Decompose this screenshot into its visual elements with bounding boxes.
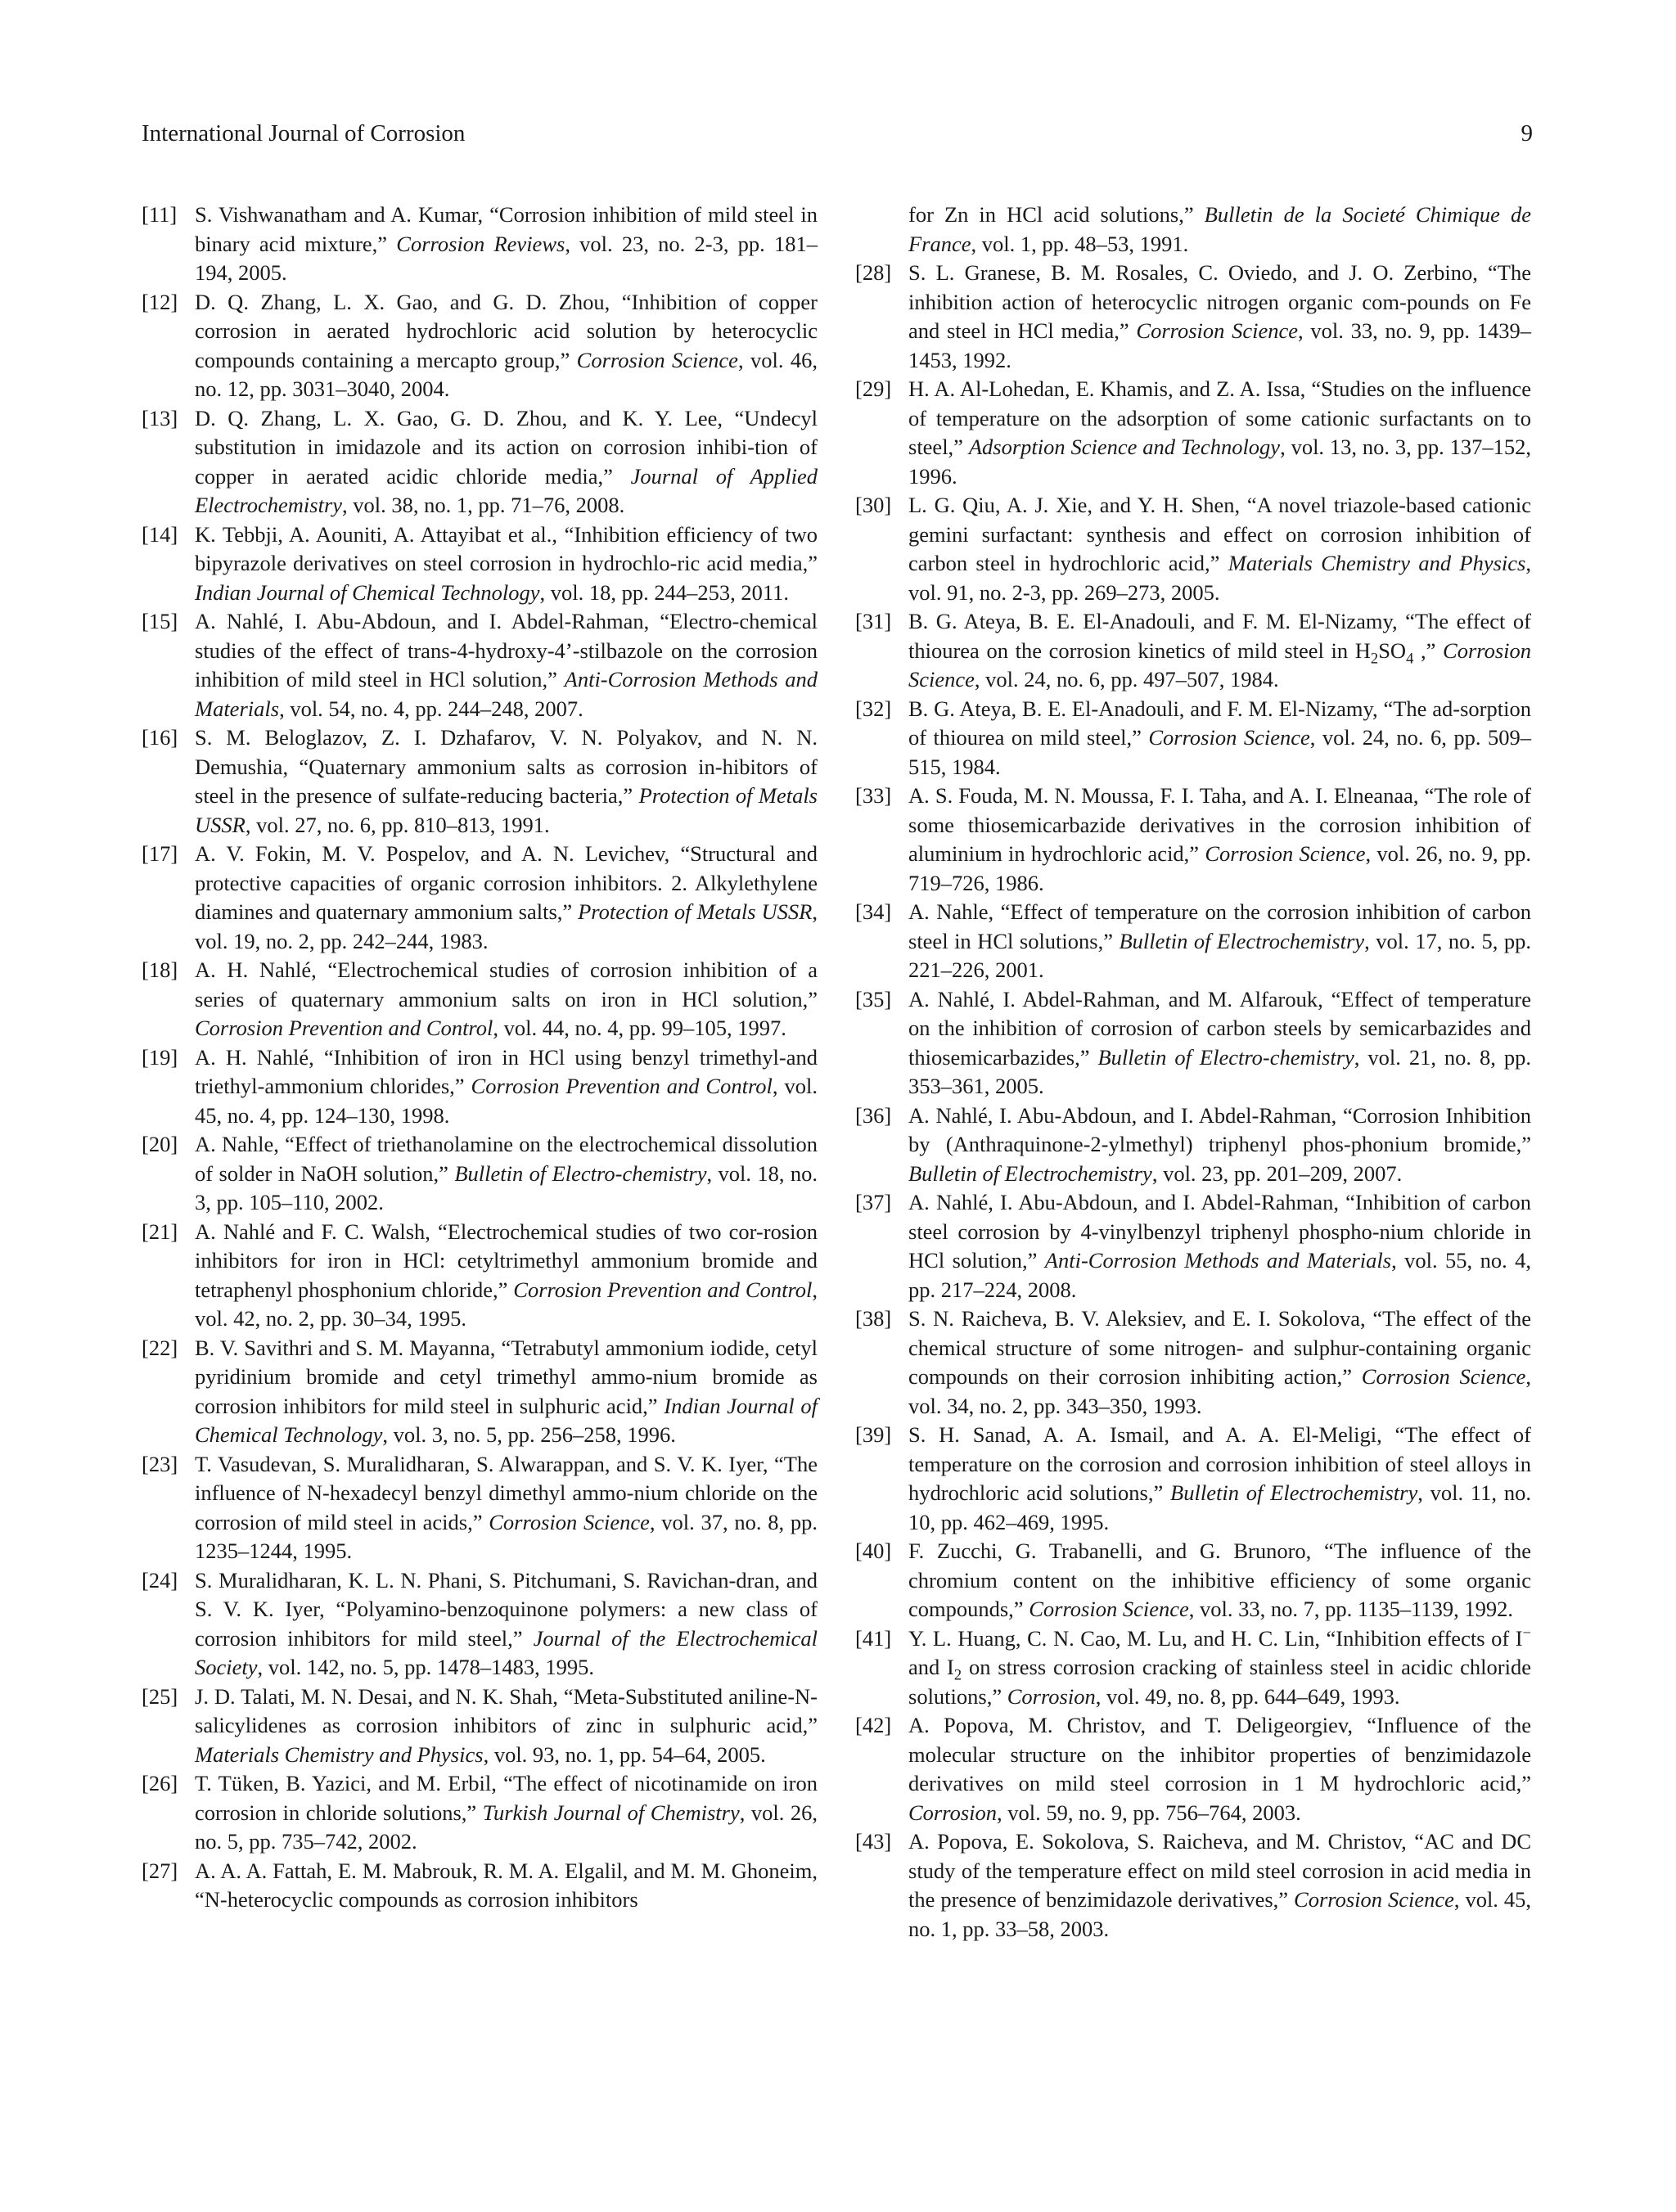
- reference-number: [20]: [142, 1132, 178, 1156]
- reference-entry: [855, 1188, 1531, 1304]
- reference-entry: [142, 404, 818, 520]
- reference-text: , vol. 23, pp. 201–209, 2007.: [1151, 1160, 1403, 1186]
- reference-entry: [855, 375, 1531, 491]
- reference-entry: [142, 1857, 818, 1915]
- reference-entry: [855, 985, 1531, 1101]
- reference-number: [42]: [855, 1713, 892, 1737]
- reference-journal: Journal of Applied Electrochemistry: [195, 463, 818, 517]
- reference-text: L. G. Qiu, A. J. Xie, and Y. H. Shen, “A novel triazole-based cationic gemini surfactant: synthesis and effect on corrosion inhibition of carbon steel in hydrochloric acid,”: [908, 493, 1531, 575]
- reference-text: 4: [1406, 649, 1414, 667]
- reference-text: A. Nahle, “Effect of triethanolamine on the electrochemical dissolution of solder in NaOH solution,”: [195, 1132, 818, 1186]
- reference-number: [37]: [855, 1190, 892, 1214]
- reference-text: T. Vasudevan, S. Muralidharan, S. Alwarappan, and S. V. K. Iyer, “The influence of N-hexadecyl benzyl dimethyl ammo-nium chloride on the corrosion of mild steel in acids,”: [195, 1451, 818, 1534]
- reference-text: , vol. 49, no. 8, pp. 644–649, 1993.: [1095, 1683, 1400, 1709]
- reference-journal: Bulletin of Electrochemistry: [1170, 1480, 1418, 1505]
- journal-title: International Journal of Corrosion: [142, 120, 466, 146]
- reference-entry: [855, 1537, 1531, 1624]
- reference-text: A. Nahlé, I. Abu-Abdoun, and I. Abdel-Rahman, “Corrosion Inhibition by (Anthraquinone-2-ylmethyl) triphenyl phos-phonium bromide,”: [908, 1102, 1531, 1156]
- page-number: 9: [1521, 120, 1533, 146]
- reference-number: [36]: [855, 1102, 892, 1128]
- reference-entry: [142, 1334, 818, 1450]
- reference-journal: Turkish Journal of Chemistry: [482, 1800, 740, 1825]
- reference-text: , vol. 17, no. 5, pp. 221–226, 2001.: [908, 928, 1531, 982]
- reference-text: A. V. Fokin, M. V. Pospelov, and A. N. Levichev, “Structural and protective capacities of organic corrosion inhibitors. 2. Alkylethylene diamines and quaternary ammonium salts,”: [195, 841, 818, 924]
- reference-journal: Adsorption Science and Technology: [968, 435, 1281, 459]
- reference-entry: [142, 1769, 818, 1857]
- reference-text: B. G. Ateya, B. E. El-Anadouli, and F. M. El-Nizamy, “The effect of thiourea on the corrosion kinetics of mild steel in H: [908, 609, 1531, 663]
- reference-text: , vol. 27, no. 6, pp. 810–813, 1991.: [245, 812, 550, 837]
- reference-number: [40]: [855, 1538, 892, 1563]
- reference-entry: [142, 1683, 818, 1770]
- reference-number: [29]: [855, 376, 892, 401]
- reference-entry: [142, 1130, 818, 1218]
- reference-entry: [855, 1421, 1531, 1537]
- reference-journal: Corrosion Science: [489, 1509, 650, 1534]
- reference-entry: [142, 840, 818, 956]
- reference-text: A. H. Nahlé, “Inhibition of iron in HCl using benzyl trimethyl-and triethyl-ammonium chlorides,”: [195, 1044, 818, 1098]
- reference-journal: Corrosion Prevention and Control: [471, 1074, 773, 1098]
- reference-text: , vol. 142, no. 5, pp. 1478–1483, 1995.: [257, 1655, 595, 1679]
- reference-entry: [855, 491, 1531, 607]
- reference-entry: [142, 723, 818, 840]
- reference-text: J. D. Talati, M. N. Desai, and N. K. Shah, “Meta-Substituted aniline-N-salicylidenes as corrosion inhibitors of zinc in sulphuric acid,”: [195, 1683, 818, 1737]
- reference-text: , vol. 21, no. 8, pp. 353–361, 2005.: [908, 1044, 1531, 1098]
- reference-number: [30]: [855, 493, 892, 517]
- reference-entry: [855, 782, 1531, 898]
- reference-text: S. L. Granese, B. M. Rosales, C. Oviedo, and J. O. Zerbino, “The inhibition action of heterocyclic nitrogen organic com-pounds on Fe and steel in HCl media,”: [908, 260, 1531, 343]
- reference-text: , vol. 55, no. 4, pp. 217–224, 2008.: [908, 1248, 1531, 1302]
- reference-text: , vol. 18, no. 3, pp. 105–110, 2002.: [195, 1160, 818, 1214]
- reference-number: [24]: [142, 1567, 178, 1593]
- reference-text: F. Zucchi, G. Trabanelli, and G. Brunoro, “The influence of the chromium content on the inhibitive efficiency of some organic compounds,”: [908, 1538, 1531, 1621]
- reference-text: , vol. 26, no. 9, pp. 719–726, 1986.: [908, 841, 1531, 895]
- reference-journal: Bulletin de la Societé Chimique de France: [908, 202, 1531, 256]
- reference-entry: [142, 1450, 818, 1566]
- reference-journal: Corrosion Science: [908, 637, 1532, 692]
- reference-text: , vol. 38, no. 1, pp. 71–76, 2008.: [342, 493, 625, 517]
- reference-journal: Corrosion Reviews: [396, 231, 565, 256]
- reference-number: [25]: [142, 1683, 178, 1709]
- reference-text: , vol. 46, no. 12, pp. 3031–3040, 2004.: [195, 347, 818, 401]
- reference-number: [35]: [855, 986, 892, 1011]
- reference-journal: Corrosion Science: [1029, 1597, 1189, 1621]
- reference-entry: [855, 1304, 1531, 1421]
- reference-entry: [855, 898, 1531, 985]
- reference-text: , vol. 33, no. 7, pp. 1135–1139, 1992.: [1188, 1597, 1514, 1621]
- reference-text: , vol. 1, pp. 48–53, 1991.: [971, 231, 1189, 256]
- reference-number: [14]: [142, 521, 178, 547]
- reference-journal: Anti-Corrosion Methods and Materials: [1044, 1248, 1392, 1273]
- reference-number: [32]: [855, 696, 892, 721]
- reference-text: S. Vishwanatham and A. Kumar, “Corrosion inhibition of mild steel in binary acid mixture,”: [195, 202, 818, 256]
- reference-text: , vol. 13, no. 3, pp. 137–152, 1996.: [908, 435, 1532, 489]
- reference-text: A. Nahlé, I. Abdel-Rahman, and M. Alfarouk, “Effect of temperature on the inhibition of corrosion of carbon steels by semicarbazides and thiosemicarbazides,”: [908, 986, 1531, 1070]
- reference-number: [26]: [142, 1771, 178, 1795]
- reference-number: [41]: [855, 1625, 892, 1651]
- reference-journal: Materials Chemistry and Physics: [1228, 551, 1526, 575]
- reference-text: S. N. Raicheva, B. V. Aleksiev, and E. I. Sokolova, “The effect of the chemical structure of some nitrogen- and sulphur-containing organic compounds on their corrosion inhibiting action,”: [908, 1306, 1531, 1389]
- reference-text: , vol. 26, no. 5, pp. 735–742, 2002.: [195, 1800, 818, 1854]
- reference-text: D. Q. Zhang, L. X. Gao, G. D. Zhou, and K. Y. Lee, “Undecyl substitution in imidazole and its action on corrosion inhibi-tion of copper in aerated acidic chloride media,”: [195, 405, 818, 489]
- reference-text: S. Muralidharan, K. L. N. Phani, S. Pitchumani, S. Ravichan-dran, and S. V. K. Iyer, “Polyamino-benzoquinone polymers: a new class of corrosion inhibitors for mild steel,”: [195, 1567, 818, 1651]
- reference-number: [27]: [142, 1858, 178, 1883]
- reference-entry: [855, 695, 1531, 782]
- reference-journal: Bulletin of Electrochemistry: [908, 1160, 1152, 1186]
- reference-entry: [142, 1043, 818, 1131]
- reference-number: [23]: [142, 1451, 178, 1476]
- reference-entry: [855, 1827, 1531, 1944]
- running-header: [142, 117, 1533, 150]
- reference-entry: [142, 288, 818, 404]
- reference-text: for Zn in HCl acid solutions,”: [908, 202, 1205, 227]
- reference-entry: [855, 259, 1531, 375]
- reference-number: [34]: [855, 899, 892, 924]
- reference-number: [18]: [142, 957, 178, 982]
- reference-journal: Corrosion Prevention and Control: [195, 1016, 493, 1040]
- reference-entry: [142, 520, 818, 608]
- reference-text: B. V. Savithri and S. M. Mayanna, “Tetrabutyl ammonium iodide, cetyl pyridinium bromide and cetyl trimethyl ammo-nium bromide as corrosion inhibitors for mild steel in sulphuric acid,”: [195, 1335, 818, 1418]
- reference-entry: [855, 200, 1531, 259]
- reference-text: A. Nahlé, I. Abu-Abdoun, and I. Abdel-Rahman, “Electro-chemical studies of the effect of trans-4-hydroxy-4’-stilbazole on the corrosion inhibition of mild steel in HCl solution,”: [195, 609, 818, 692]
- reference-text: and I: [908, 1655, 954, 1679]
- reference-entry: [142, 200, 818, 288]
- reference-journal: Corrosion Science: [1205, 841, 1366, 866]
- reference-text: A. Nahlé, I. Abu-Abdoun, and I. Abdel-Rahman, “Inhibition of carbon steel corrosion by 4-vinylbenzyl triphenyl phospho-nium chloride in HCl solution,”: [908, 1190, 1531, 1273]
- reference-text: A. Popova, M. Christov, and T. Deligeorgiev, “Influence of the molecular structure on the inhibitor properties of benzimidazole derivatives on mild steel corrosion in 1 M hydrochloric acid,”: [908, 1713, 1531, 1795]
- reference-journal: Corrosion Science: [576, 347, 738, 372]
- reference-text: 2: [1370, 649, 1379, 667]
- reference-number: [28]: [855, 260, 892, 285]
- reference-journal: Indian Journal of Chemical Technology: [195, 579, 540, 605]
- reference-number: [17]: [142, 841, 178, 866]
- reference-text: on stress corrosion cracking of stainless steel in acidic chloride solutions,”: [908, 1655, 1531, 1709]
- reference-entry: [855, 607, 1531, 695]
- reference-number: [19]: [142, 1044, 178, 1070]
- reference-text: , vol. 11, no. 10, pp. 462–469, 1995.: [908, 1480, 1531, 1534]
- reference-text: ,”: [1413, 637, 1444, 663]
- reference-text: , vol. 24, no. 6, pp. 497–507, 1984.: [974, 667, 1279, 692]
- reference-text: A. H. Nahlé, “Electrochemical studies of corrosion inhibition of a series of quaternary ammonium salts on iron in HCl solution,”: [195, 957, 818, 1011]
- reference-entry: [142, 1566, 818, 1683]
- reference-journal: Anti-Corrosion Methods and Materials: [195, 667, 818, 721]
- reference-text: A. A. A. Fattah, E. M. Mabrouk, R. M. A. Elgalil, and M. M. Ghoneim, “N-heterocyclic compounds as corrosion inhibitors: [195, 1858, 818, 1912]
- reference-text: , vol. 37, no. 8, pp. 1235–1244, 1995.: [195, 1509, 818, 1563]
- reference-text: Y. L. Huang, C. N. Cao, M. Lu, and H. C. Lin, “Inhibition effects of I: [908, 1625, 1523, 1651]
- reference-text: , vol. 59, no. 9, pp. 756–764, 2003.: [997, 1800, 1301, 1825]
- reference-text: 2: [953, 1666, 962, 1684]
- reference-journal: Materials Chemistry and Physics: [195, 1741, 484, 1767]
- reference-text: H. A. Al-Lohedan, E. Khamis, and Z. A. Issa, “Studies on the influence of temperature on the adsorption of some cationic surfactants on to steel,”: [908, 376, 1531, 459]
- reference-journal: Journal of the Electrochemical Society: [195, 1625, 818, 1679]
- reference-journal: Corrosion Science: [1148, 725, 1310, 750]
- reference-text: , vol. 42, no. 2, pp. 30–34, 1995.: [195, 1277, 818, 1331]
- reference-journal: Bulletin of Electro-chemistry: [1097, 1044, 1354, 1070]
- reference-text: , vol. 93, no. 1, pp. 54–64, 2005.: [483, 1741, 766, 1767]
- reference-text: D. Q. Zhang, L. X. Gao, and G. D. Zhou, “Inhibition of copper corrosion in aerated hydrochloric acid solution by heterocyclic compounds containing a mercapto group,”: [195, 289, 818, 372]
- reference-entry: [142, 607, 818, 723]
- reference-text: S. H. Sanad, A. A. Ismail, and A. A. El-Meligi, “The effect of temperature on the corrosion and corrosion inhibition of steel alloys in hydrochloric acid solutions,”: [908, 1422, 1531, 1505]
- reference-text: A. Nahle, “Effect of temperature on the corrosion inhibition of carbon steel in HCl solutions,”: [908, 899, 1531, 953]
- reference-text: B. G. Ateya, B. E. El-Anadouli, and F. M. El-Nizamy, “The ad-sorption of thiourea on mild steel,”: [908, 696, 1531, 750]
- reference-text: K. Tebbji, A. Aouniti, A. Attayibat et al., “Inhibition efficiency of two bipyrazole derivatives on steel corrosion in hydrochlo-ric acid media,”: [195, 521, 818, 575]
- reference-text: , vol. 91, no. 2-3, pp. 269–273, 2005.: [908, 551, 1531, 605]
- reference-number: [12]: [142, 289, 178, 314]
- reference-text: , vol. 18, pp. 244–253, 2011.: [539, 579, 790, 605]
- reference-text: , vol. 34, no. 2, pp. 343–350, 1993.: [908, 1364, 1531, 1418]
- reference-entry: [855, 1711, 1531, 1827]
- reference-journal: Indian Journal of Chemical Technology: [195, 1393, 818, 1447]
- reference-journal: Bulletin of Electrochemistry: [1119, 928, 1365, 953]
- reference-entry: [142, 1218, 818, 1334]
- reference-text: , vol. 23, no. 2-3, pp. 181–194, 2005.: [195, 231, 818, 285]
- reference-journal: Corrosion Science: [1136, 318, 1299, 343]
- reference-text: , vol. 24, no. 6, pp. 509–515, 1984.: [908, 725, 1531, 779]
- reference-entry: [142, 956, 818, 1043]
- reference-number: [39]: [855, 1422, 892, 1447]
- reference-number: [38]: [855, 1306, 892, 1331]
- reference-journal: Corrosion Science: [1361, 1364, 1526, 1389]
- reference-journal: Corrosion: [1007, 1683, 1096, 1709]
- reference-number: [16]: [142, 725, 178, 750]
- reference-number: [11]: [142, 202, 178, 227]
- references-right-column: [855, 200, 1531, 1944]
- reference-text: −: [1522, 1624, 1531, 1642]
- reference-text: , vol. 54, no. 4, pp. 244–248, 2007.: [279, 696, 583, 721]
- reference-number: [31]: [855, 609, 892, 633]
- reference-journal: Bulletin of Electro-chemistry: [454, 1160, 707, 1186]
- references-left-column: [142, 200, 818, 1915]
- reference-journal: Corrosion Science: [1294, 1887, 1454, 1912]
- reference-text: , vol. 45, no. 1, pp. 33–58, 2003.: [908, 1887, 1531, 1941]
- reference-text: , vol. 44, no. 4, pp. 99–105, 1997.: [493, 1016, 786, 1040]
- reference-journal: Corrosion: [908, 1800, 997, 1825]
- reference-text: S. M. Beloglazov, Z. I. Dzhafarov, V. N. Polyakov, and N. N. Demushia, “Quaternary ammonium salts as corrosion in-hibitors of steel in the presence of sulfate-reducing bacteria,”: [195, 725, 818, 808]
- reference-text: , vol. 19, no. 2, pp. 242–244, 1983.: [195, 899, 818, 953]
- reference-text: , vol. 3, no. 5, pp. 256–258, 1996.: [382, 1422, 676, 1447]
- reference-number: [22]: [142, 1335, 178, 1360]
- reference-number: [21]: [142, 1219, 178, 1244]
- reference-number: [15]: [142, 609, 178, 633]
- reference-number: [43]: [855, 1829, 892, 1854]
- reference-entry: [855, 1624, 1531, 1712]
- reference-text: SO: [1378, 637, 1407, 663]
- reference-text: T. Tüken, B. Yazici, and M. Erbil, “The effect of nicotinamide on iron corrosion in chloride solutions,”: [195, 1771, 818, 1825]
- reference-journal: Corrosion Prevention and Control: [513, 1277, 813, 1302]
- reference-text: , vol. 33, no. 9, pp. 1439–1453, 1992.: [908, 318, 1532, 372]
- reference-text: A. Nahlé and F. C. Walsh, “Electrochemical studies of two cor-rosion inhibitors for iron in HCl: cetyltrimethyl ammonium bromide and tetraphenyl phosphonium chloride,”: [195, 1219, 818, 1302]
- reference-number: [33]: [855, 783, 892, 808]
- reference-entry: [855, 1101, 1531, 1189]
- reference-number: [13]: [142, 405, 178, 430]
- reference-text: , vol. 45, no. 4, pp. 124–130, 1998.: [195, 1074, 818, 1128]
- reference-journal: Protection of Metals USSR: [578, 899, 813, 924]
- reference-journal: Protection of Metals USSR: [195, 783, 818, 837]
- reference-text: A. Popova, E. Sokolova, S. Raicheva, and M. Christov, “AC and DC study of the temperature effect on mild steel corrosion in acid media in the presence of benzimidazole derivatives,”: [908, 1829, 1531, 1912]
- reference-text: A. S. Fouda, M. N. Moussa, F. I. Taha, and A. I. Elneanaa, “The role of some thiosemicarbazide derivatives in the corrosion inhibition of aluminium in hydrochloric acid,”: [908, 783, 1531, 866]
